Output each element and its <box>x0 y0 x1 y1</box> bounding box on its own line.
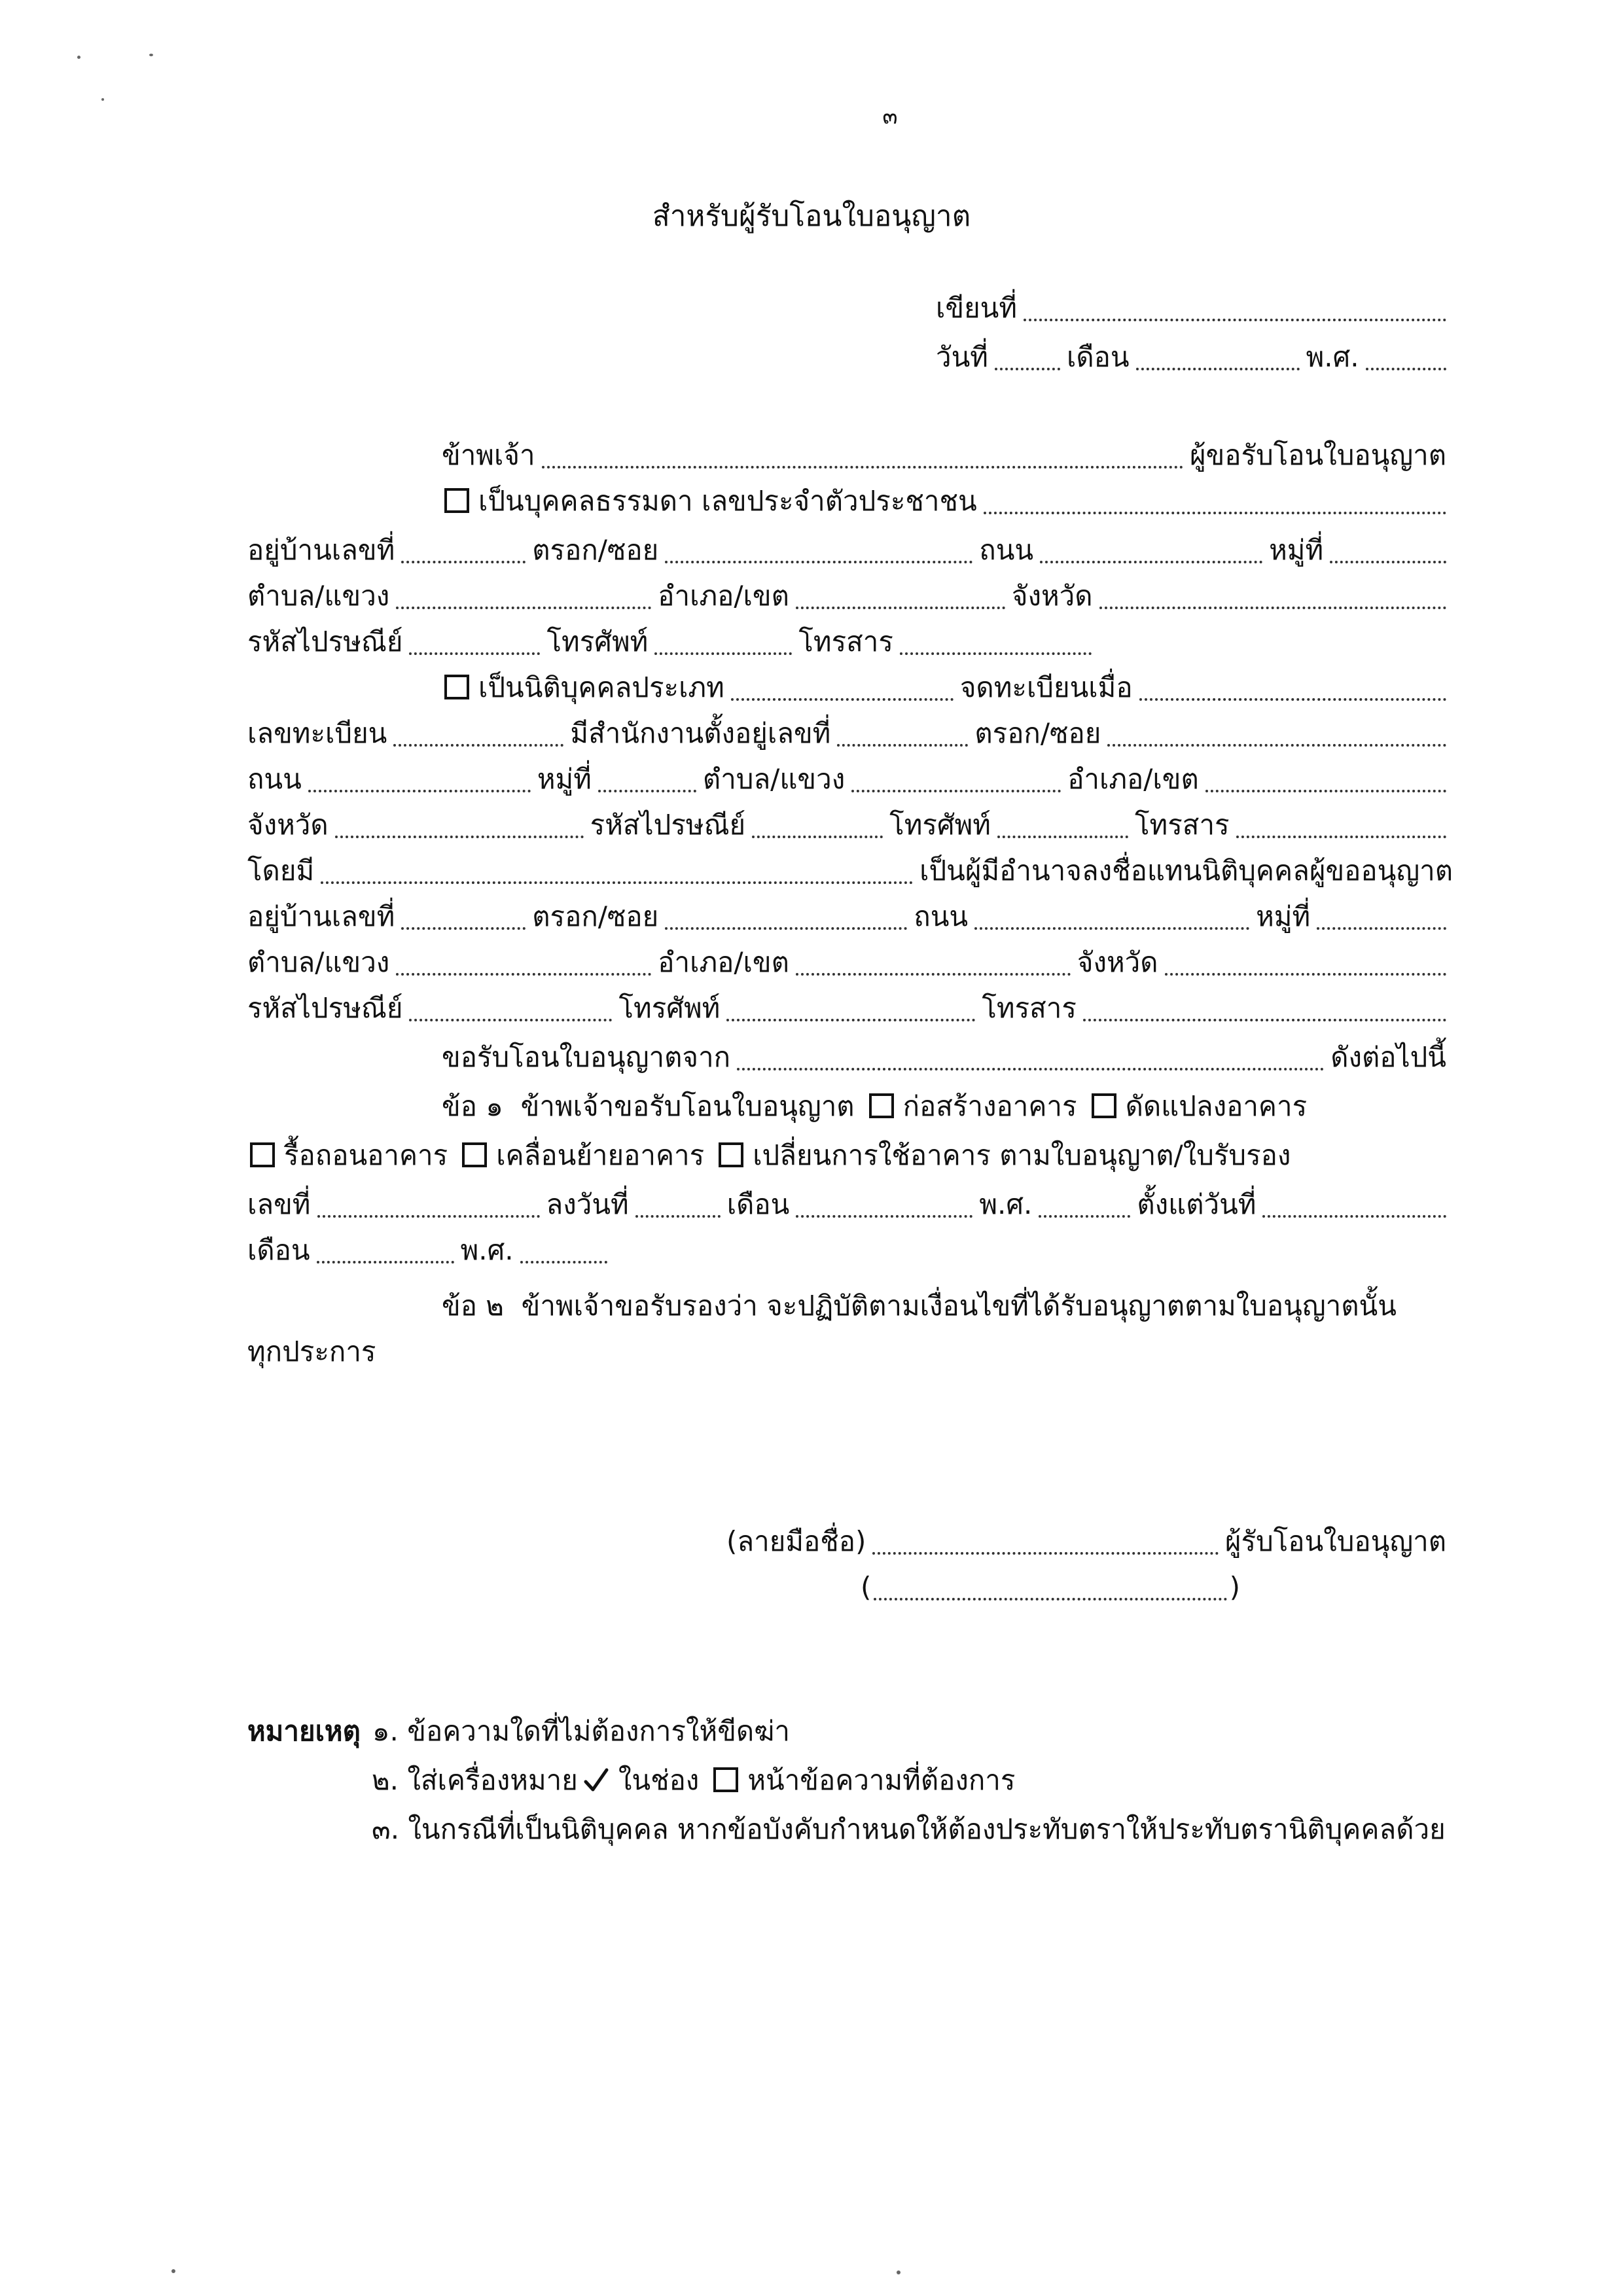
np-phone-label: โทรศัพท์ <box>546 626 649 658</box>
jp-province-field[interactable] <box>335 833 584 838</box>
permit-no-label: เลขที่ <box>247 1188 311 1220</box>
dated-month-label: เดือน <box>726 1188 790 1220</box>
np-alley-field[interactable] <box>665 558 972 563</box>
np-road-label: ถนน <box>979 534 1034 566</box>
month-field[interactable] <box>1136 365 1300 370</box>
np-district-field[interactable] <box>796 604 1005 609</box>
jp-rep-address-row-2 <box>247 942 1453 983</box>
natural-person-label: เป็นบุคคลธรรมดา เลขประจำตัวประชาชน <box>478 485 977 517</box>
np-address-row-1 <box>247 530 1453 571</box>
np-postcode-label: รหัสไปรษณีย์ <box>247 626 403 658</box>
signature-name-row <box>861 1567 1240 1608</box>
scan-speck <box>897 2270 901 2274</box>
reg-no-label: เลขทะเบียน <box>247 717 387 749</box>
since-month-field[interactable] <box>317 1258 454 1263</box>
jp-phone-label: โทรศัพท์ <box>889 809 991 841</box>
jp-fax-label: โทรสาร <box>1135 809 1230 841</box>
month-label: เดือน <box>1066 341 1130 373</box>
reg-no-field[interactable] <box>393 741 563 747</box>
jp-district-label: อำเภอ/เขต <box>1067 763 1199 795</box>
office-no-field[interactable] <box>837 741 968 747</box>
clause1-row-1 <box>442 1086 1453 1127</box>
jp-alley2-label: ตรอก/ซอย <box>532 900 659 932</box>
since-year-label: พ.ศ. <box>460 1234 514 1266</box>
clause1-row-4 <box>247 1230 614 1271</box>
build-checkbox[interactable] <box>869 1093 894 1118</box>
jp-authorized-row <box>247 851 1453 891</box>
page-number: ๓ <box>882 103 898 130</box>
dated-label: ลงวันที่ <box>546 1188 629 1220</box>
registered-on-field[interactable] <box>1139 696 1446 701</box>
written-at-field[interactable] <box>1024 316 1446 321</box>
registered-on-label: จดทะเบียนเมื่อ <box>959 671 1133 703</box>
signature-role: ผู้รับโอนใบอนุญาต <box>1224 1525 1446 1557</box>
clause2-row <box>442 1286 1453 1326</box>
transfer-from-row <box>442 1037 1446 1078</box>
dated-field[interactable] <box>635 1212 721 1218</box>
jp-province2-field[interactable] <box>1165 970 1446 976</box>
as-follows-label: ดังต่อไปนี้ <box>1330 1041 1446 1073</box>
juristic-person-row <box>442 667 1453 708</box>
applicant-name-field[interactable] <box>542 463 1183 468</box>
notes-label: หมายเหตุ <box>247 1715 361 1747</box>
modify-checkbox[interactable] <box>1092 1093 1116 1118</box>
jp-province2-label: จังหวัด <box>1077 946 1158 978</box>
jp-road2-field[interactable] <box>974 925 1249 930</box>
np-province-field[interactable] <box>1099 604 1446 609</box>
move-label: เคลื่อนย้ายอาคาร <box>496 1139 705 1171</box>
jp-moo2-field[interactable] <box>1317 925 1446 930</box>
scan-speck <box>101 98 104 101</box>
np-province-label: จังหวัด <box>1011 580 1093 612</box>
np-moo-field[interactable] <box>1330 558 1446 563</box>
applicant-label: ข้าพเจ้า <box>442 439 535 471</box>
np-road-field[interactable] <box>1040 558 1262 563</box>
juristic-type-field[interactable] <box>731 696 954 701</box>
juristic-type-label: เป็นนิติบุคคลประเภท <box>478 671 724 703</box>
scan-speck <box>171 2269 175 2273</box>
date-field[interactable] <box>995 365 1060 370</box>
open-paren: ( <box>861 1571 872 1603</box>
signature-field[interactable] <box>872 1549 1219 1555</box>
scan-speck <box>149 54 153 56</box>
np-contact-row <box>247 622 1098 662</box>
natural-person-checkbox[interactable] <box>444 488 469 513</box>
jp-subdistrict2-field[interactable] <box>396 970 651 976</box>
applicant-row <box>442 435 1446 476</box>
jp-rep-contact-row <box>247 988 1453 1029</box>
jp-moo2-label: หมู่ที่ <box>1256 900 1311 932</box>
jp-road2-label: ถนน <box>914 900 969 932</box>
jp-road-label: ถนน <box>247 763 302 795</box>
jp-phone2-field[interactable] <box>726 1016 975 1021</box>
change-use-checkbox[interactable] <box>719 1142 743 1167</box>
jp-postcode2-label: รหัสไปรษณีย์ <box>247 992 403 1024</box>
dated-year-field[interactable] <box>1039 1212 1130 1218</box>
jp-address-row-1 <box>247 759 1453 800</box>
note-2-a: ๒. ใส่เครื่องหมาย <box>372 1764 578 1796</box>
note-3-row <box>372 1809 1484 1850</box>
jp-authorized-label: เป็นผู้มีอำนาจลงชื่อแทนนิติบุคคลผู้ขออนุญาต <box>919 855 1453 887</box>
jp-subdistrict2-label: ตำบล/แขวง <box>247 946 390 978</box>
jp-subdistrict-field[interactable] <box>851 787 1061 792</box>
jp-moo-label: หมู่ที่ <box>537 763 592 795</box>
jp-address-row-2 <box>247 805 1453 845</box>
clause1-label: ข้อ ๑ ข้าพเจ้าขอรับโอนใบอนุญาต <box>442 1090 855 1122</box>
jp-phone-field[interactable] <box>997 833 1128 838</box>
transfer-from-label: ขอรับโอนใบอนุญาตจาก <box>442 1041 731 1073</box>
change-use-label: เปลี่ยนการใช้อาคาร ตามใบอนุญาต/ใบรับรอง <box>753 1139 1291 1171</box>
note-2-row <box>372 1760 1419 1801</box>
np-alley-label: ตรอก/ซอย <box>532 534 659 566</box>
np-house-no-label: อยู่บ้านเลขที่ <box>247 534 395 566</box>
jp-phone2-label: โทรศัพท์ <box>618 992 721 1024</box>
np-district-label: อำเภอ/เขต <box>658 580 789 612</box>
printed-name-field[interactable] <box>874 1595 1226 1600</box>
note-2-c: หน้าข้อความที่ต้องการ <box>747 1764 1016 1796</box>
since-year-field[interactable] <box>520 1258 607 1263</box>
permit-no-field[interactable] <box>317 1212 540 1218</box>
year-field[interactable] <box>1366 365 1446 370</box>
jp-reg-row <box>247 713 1453 754</box>
clause2-text: ข้อ ๒ ข้าพเจ้าขอรับรองว่า จะปฏิบัติตามเงื่อนไขที่ได้รับอนุญาตตามใบอนุญาตนั้น <box>442 1290 1397 1322</box>
jp-moo-field[interactable] <box>598 787 696 792</box>
form-title: สำหรับผู้รับโอนใบอนุญาต <box>652 200 971 233</box>
note-1: ๑. ข้อความใดที่ไม่ต้องการให้ขีดฆ่า <box>372 1715 790 1747</box>
clause2-text-cont: ทุกประการ <box>247 1335 376 1368</box>
jp-house-no-field[interactable] <box>401 925 526 930</box>
note-2-b: ในช่อง <box>618 1764 700 1796</box>
np-address-row-2 <box>247 576 1453 616</box>
since-field[interactable] <box>1262 1212 1446 1218</box>
checkmark-icon <box>583 1767 609 1793</box>
jp-rep-address-row-1 <box>247 896 1453 937</box>
np-fax-field[interactable] <box>900 650 1092 655</box>
note-3: ๓. ในกรณีที่เป็นนิติบุคคล หากข้อบังคับกำหนดให้ต้องประทับตราให้ประทับตรานิติบุคคลด้วย <box>372 1813 1446 1845</box>
dated-month-field[interactable] <box>796 1212 972 1218</box>
jp-district2-label: อำเภอ/เขต <box>658 946 789 978</box>
jp-fax-field[interactable] <box>1236 833 1446 838</box>
jp-postcode-field[interactable] <box>752 833 883 838</box>
dated-year-label: พ.ศ. <box>979 1188 1033 1220</box>
office-at-label: มีสำนักงานตั้งอยู่เลขที่ <box>570 717 831 749</box>
natural-person-row <box>442 481 1453 521</box>
jp-alley-field[interactable] <box>1107 741 1446 747</box>
modify-label: ดัดแปลงอาคาร <box>1125 1090 1308 1122</box>
signature-row <box>726 1521 1446 1562</box>
np-subdistrict-field[interactable] <box>396 604 651 609</box>
np-fax-label: โทรสาร <box>798 626 893 658</box>
since-label: ตั้งแต่วันที่ <box>1137 1188 1257 1220</box>
jp-by-label: โดยมี <box>247 855 315 887</box>
since-month-label: เดือน <box>247 1234 310 1266</box>
np-postcode-field[interactable] <box>409 650 540 655</box>
juristic-person-checkbox[interactable] <box>444 675 469 699</box>
np-moo-label: หมู่ที่ <box>1269 534 1324 566</box>
clause1-row-3 <box>247 1184 1453 1225</box>
jp-house-no-label: อยู่บ้านเลขที่ <box>247 900 395 932</box>
np-phone-field[interactable] <box>654 650 792 655</box>
np-subdistrict-label: ตำบล/แขวง <box>247 580 390 612</box>
jp-fax2-field[interactable] <box>1083 1016 1446 1021</box>
citizen-id-field[interactable] <box>984 509 1446 514</box>
demolish-label: รื้อถอนอาคาร <box>284 1139 448 1171</box>
move-checkbox[interactable] <box>462 1142 487 1167</box>
jp-postcode2-field[interactable] <box>409 1016 612 1021</box>
jp-district-field[interactable] <box>1205 787 1446 792</box>
jp-alley2-field[interactable] <box>665 925 907 930</box>
note-checkbox-icon <box>713 1767 738 1792</box>
jp-district2-field[interactable] <box>796 970 1071 976</box>
signature-label: (ลายมือชื่อ) <box>726 1525 866 1557</box>
close-paren: ) <box>1229 1571 1240 1603</box>
jp-alley-label: ตรอก/ซอย <box>974 717 1101 749</box>
jp-postcode-label: รหัสไปรษณีย์ <box>590 809 746 841</box>
jp-authorized-name-field[interactable] <box>321 879 913 884</box>
jp-province-label: จังหวัด <box>247 809 329 841</box>
jp-road-field[interactable] <box>308 787 531 792</box>
date-label: วันที่ <box>936 341 988 373</box>
written-at-row <box>936 288 1453 328</box>
written-at-label: เขียนที่ <box>936 292 1018 324</box>
scan-speck <box>77 56 80 59</box>
year-label: พ.ศ. <box>1306 341 1359 373</box>
date-row <box>936 337 1453 378</box>
build-label: ก่อสร้างอาคาร <box>902 1090 1077 1122</box>
note-1-row <box>247 1711 1425 1752</box>
np-house-no-field[interactable] <box>401 558 526 563</box>
jp-fax2-label: โทรสาร <box>982 992 1077 1024</box>
clause1-row-2 <box>247 1135 1453 1176</box>
demolish-checkbox[interactable] <box>250 1142 275 1167</box>
transfer-from-field[interactable] <box>737 1065 1324 1070</box>
applicant-role: ผู้ขอรับโอนใบอนุญาต <box>1189 439 1446 471</box>
jp-subdistrict-label: ตำบล/แขวง <box>702 763 846 795</box>
clause2-row-cont <box>247 1332 902 1372</box>
